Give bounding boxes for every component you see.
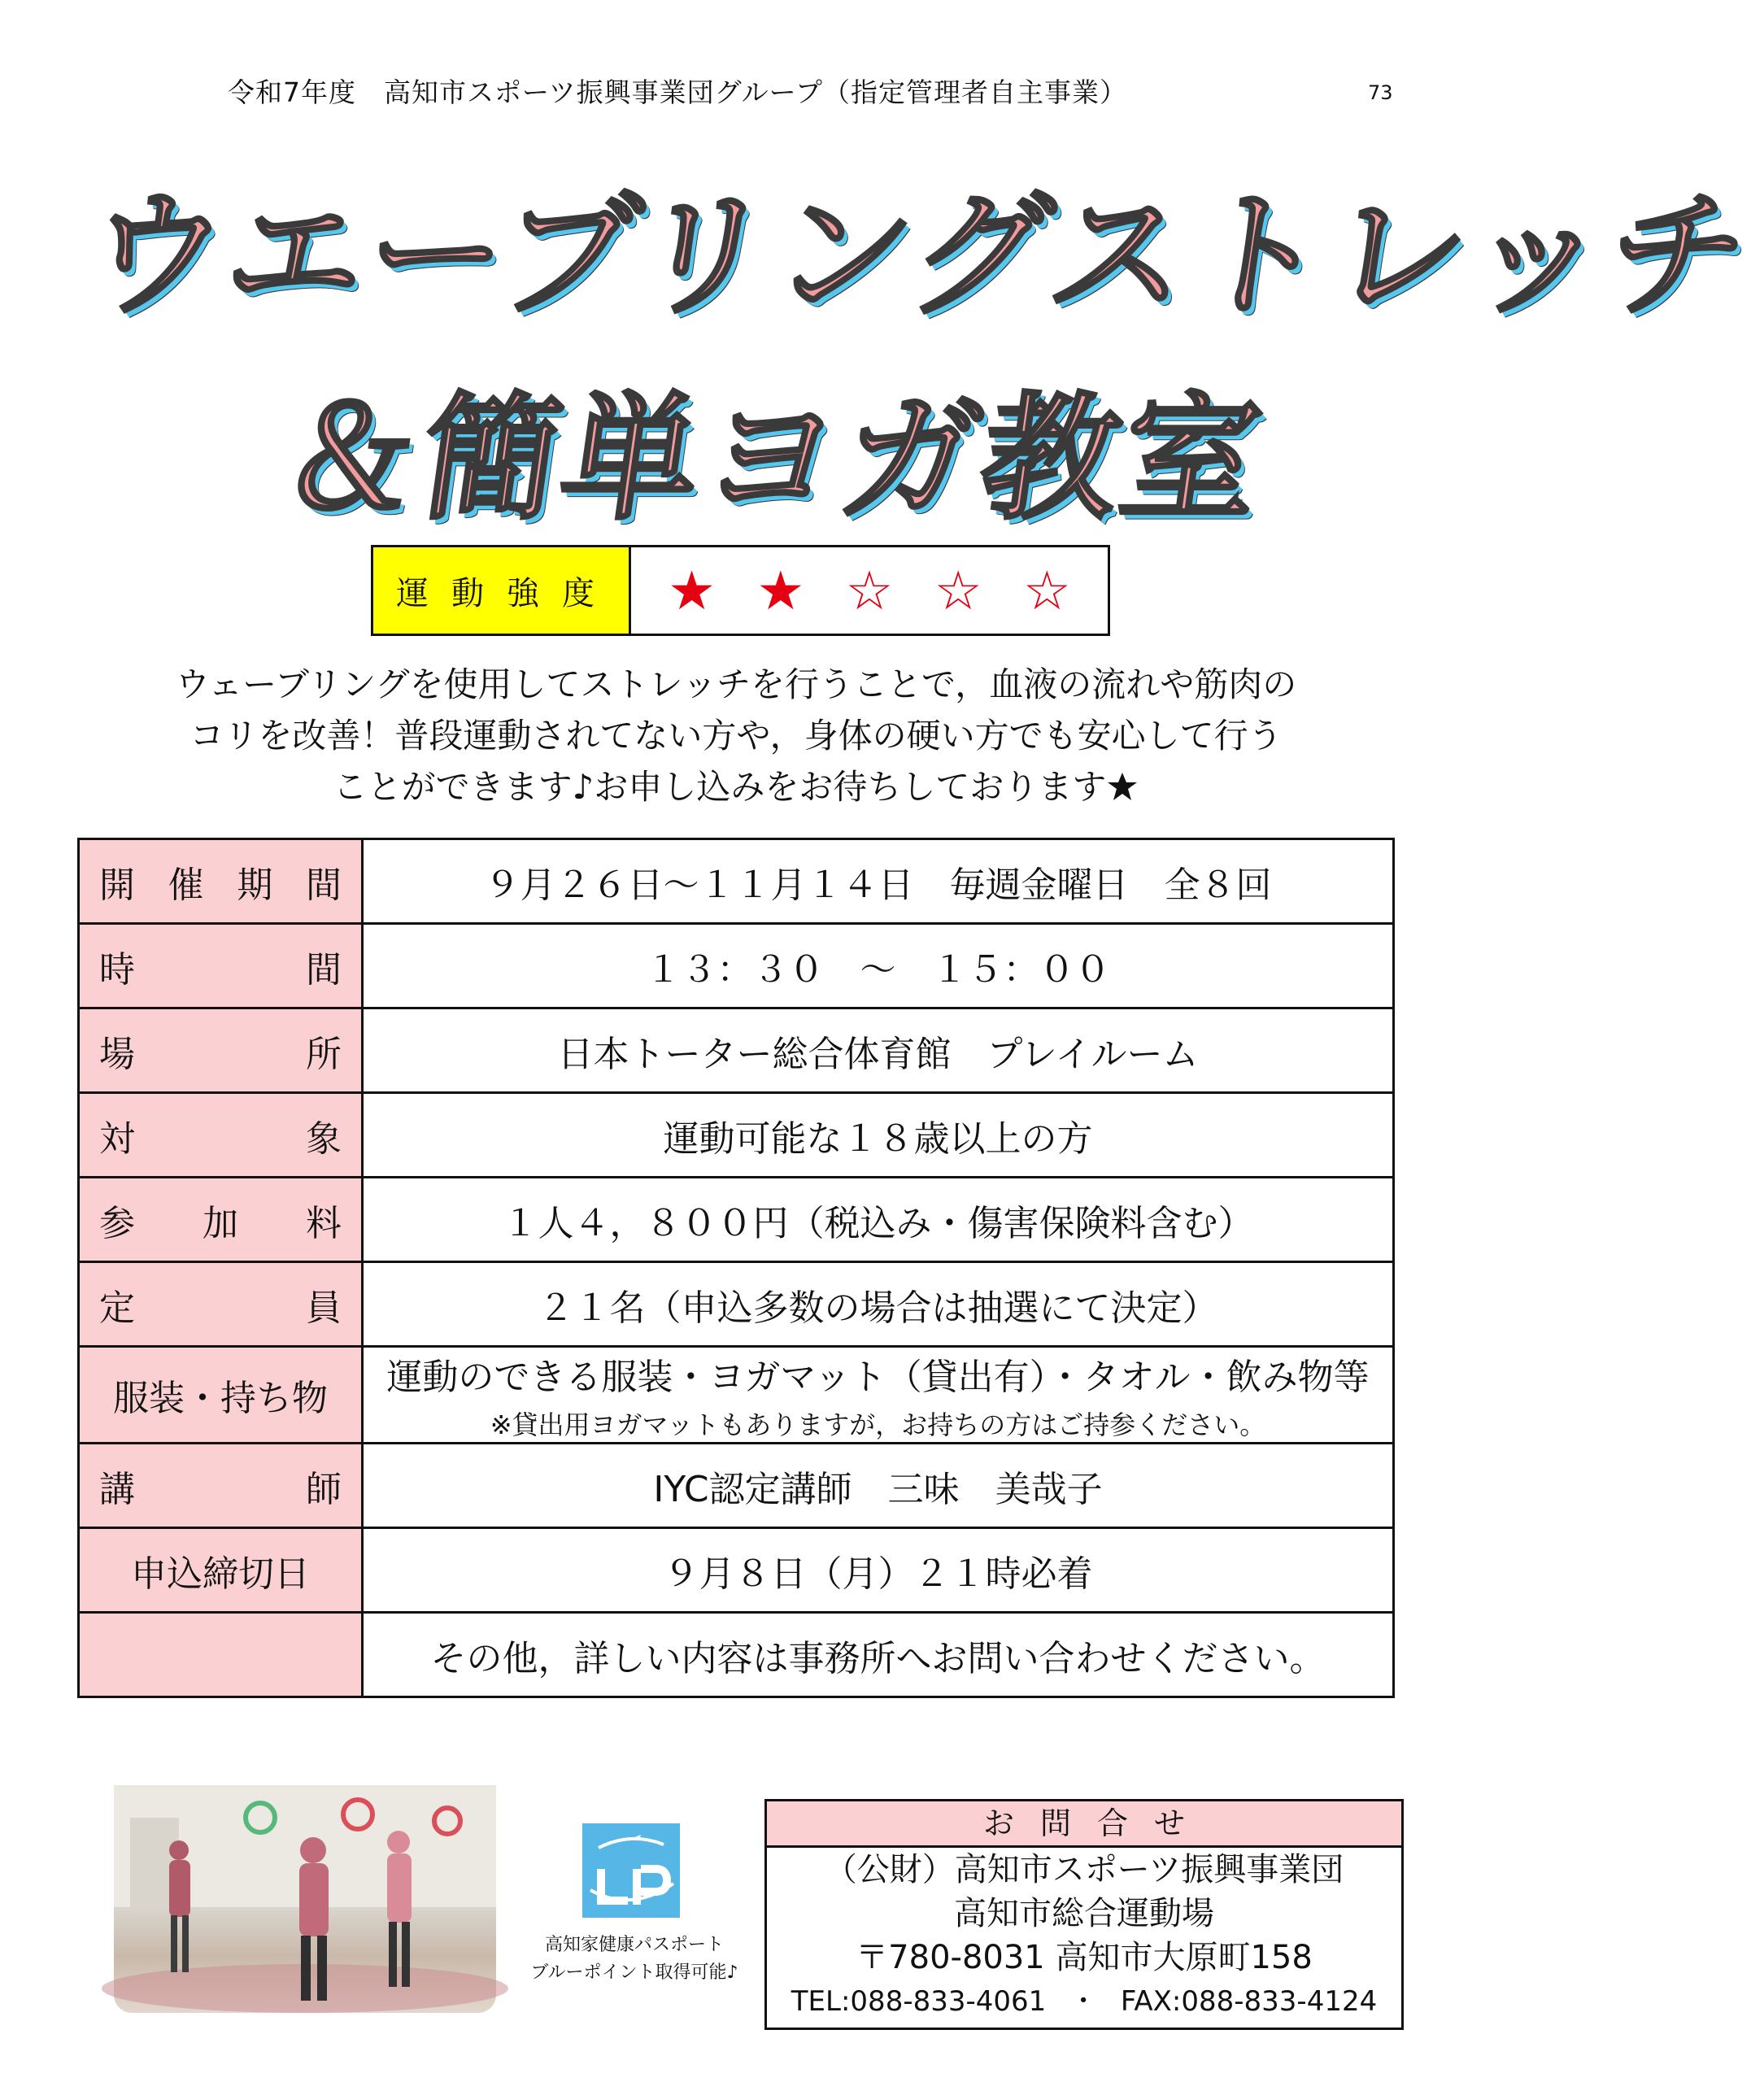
health-passport-logo	[582, 1823, 680, 1918]
table-row	[79, 1528, 1394, 1613]
star-burst-icon	[1106, 771, 1139, 804]
row-value	[363, 1347, 1394, 1444]
row-value: その他，詳しい内容は事務所へお問い合わせください。	[363, 1613, 1394, 1697]
row-label-text: 開 催 期 間	[99, 864, 342, 906]
star-icon: ☆	[845, 559, 894, 622]
title-line-1: ウエーブリングストレッチ	[76, 176, 1761, 335]
class-photo	[114, 1785, 496, 2013]
star-icon: ☆	[934, 559, 982, 622]
row-value: ９月２６日～１１月１４日 毎週金曜日 全８回	[363, 839, 1394, 924]
row-label	[79, 1528, 363, 1613]
table-row	[79, 1613, 1394, 1697]
star-icon: ★	[668, 559, 716, 622]
contact-title: お問合せ	[767, 1801, 1401, 1848]
table-row	[79, 1347, 1394, 1444]
intensity-box	[371, 545, 1110, 636]
intensity-label: 運動強度	[373, 547, 631, 634]
contact-box	[764, 1799, 1404, 2030]
contact-separator: ・	[1069, 1985, 1098, 2018]
contact-tel: TEL:088-833-4061	[791, 1985, 1047, 2018]
table-row	[79, 1178, 1394, 1262]
row-label-text: 定 員	[99, 1287, 342, 1329]
row-label	[79, 1262, 363, 1347]
intro-line: ことができます♪お申し込みをお待ちしております	[98, 761, 1374, 812]
intro-line: コリを改善！普段運動されてない方や，身体の硬い方でも安心して行う	[189, 716, 1283, 756]
row-label-text: 参 加 料	[99, 1202, 342, 1244]
row-label-text: 時 間	[99, 948, 342, 991]
contact-org: （公財）高知市スポーツ振興事業団	[824, 1851, 1344, 1888]
contact-facility: 高知市総合運動場	[954, 1895, 1214, 1932]
contact-phone-fax	[767, 1980, 1401, 2023]
row-label-text: 講 師	[99, 1468, 342, 1510]
row-label-text: 申込締切日	[131, 1553, 310, 1595]
row-note: ※貸出用ヨガマットもありますが，お持ちの方はご持参ください。	[490, 1409, 1266, 1440]
row-value: 運動可能な１８歳以上の方	[363, 1093, 1394, 1178]
row-label	[79, 1613, 363, 1697]
row-label	[79, 1347, 363, 1444]
row-label	[79, 1008, 363, 1093]
star-icon: ★	[756, 559, 805, 622]
row-value: ２１名（申込多数の場合は抽選にて決定）	[363, 1262, 1394, 1347]
row-value: 日本トーター総合体育館 プレイルーム	[363, 1008, 1394, 1093]
row-value: １人４，８００円（税込み・傷害保険料含む）	[363, 1178, 1394, 1262]
intro-line: ウェーブリングを使用してストレッチを行うことで，血液の流れや筋肉の	[175, 664, 1297, 704]
row-label	[79, 1444, 363, 1528]
row-label	[79, 839, 363, 924]
contact-address: 〒780-8031 高知市大原町158	[856, 1939, 1313, 1976]
table-row	[79, 924, 1394, 1008]
table-row	[79, 1262, 1394, 1347]
intro-text	[98, 659, 1374, 812]
star-icon: ☆	[1022, 559, 1071, 622]
row-label	[79, 924, 363, 1008]
table-row	[79, 839, 1394, 924]
info-table	[77, 838, 1395, 1698]
row-label-text: 対 象	[99, 1117, 342, 1160]
row-label-text: 服装・持ち物	[113, 1378, 328, 1419]
title-line-2: ＆簡単ヨガ教室	[272, 379, 1274, 538]
logo-caption-line: ブルーポイント取得可能♪	[530, 1962, 738, 1983]
row-value: １３：３０ ～ １５：００	[363, 924, 1394, 1008]
contact-fax: FAX:088-833-4124	[1120, 1985, 1378, 2018]
row-label-text: 場 所	[99, 1033, 342, 1075]
row-label	[79, 1093, 363, 1178]
logo-caption	[512, 1932, 756, 1987]
page-number: 73	[1368, 81, 1393, 104]
table-row	[79, 1093, 1394, 1178]
table-row	[79, 1008, 1394, 1093]
row-value: ９月８日（月）２１時必着	[363, 1528, 1394, 1613]
row-value: IYC認定講師 三味 美哉子	[363, 1444, 1394, 1528]
header-line: 令和7年度 高知市スポーツ振興事業団グループ（指定管理者自主事業）	[228, 76, 1128, 108]
row-label	[79, 1178, 363, 1262]
table-row	[79, 1444, 1394, 1528]
row-value-text: 運動のできる服装・ヨガマット（貸出有）・タオル・飲み物等	[386, 1357, 1370, 1398]
logo-caption-line: 高知家健康パスポート	[544, 1935, 724, 1955]
intensity-stars	[631, 547, 1108, 634]
